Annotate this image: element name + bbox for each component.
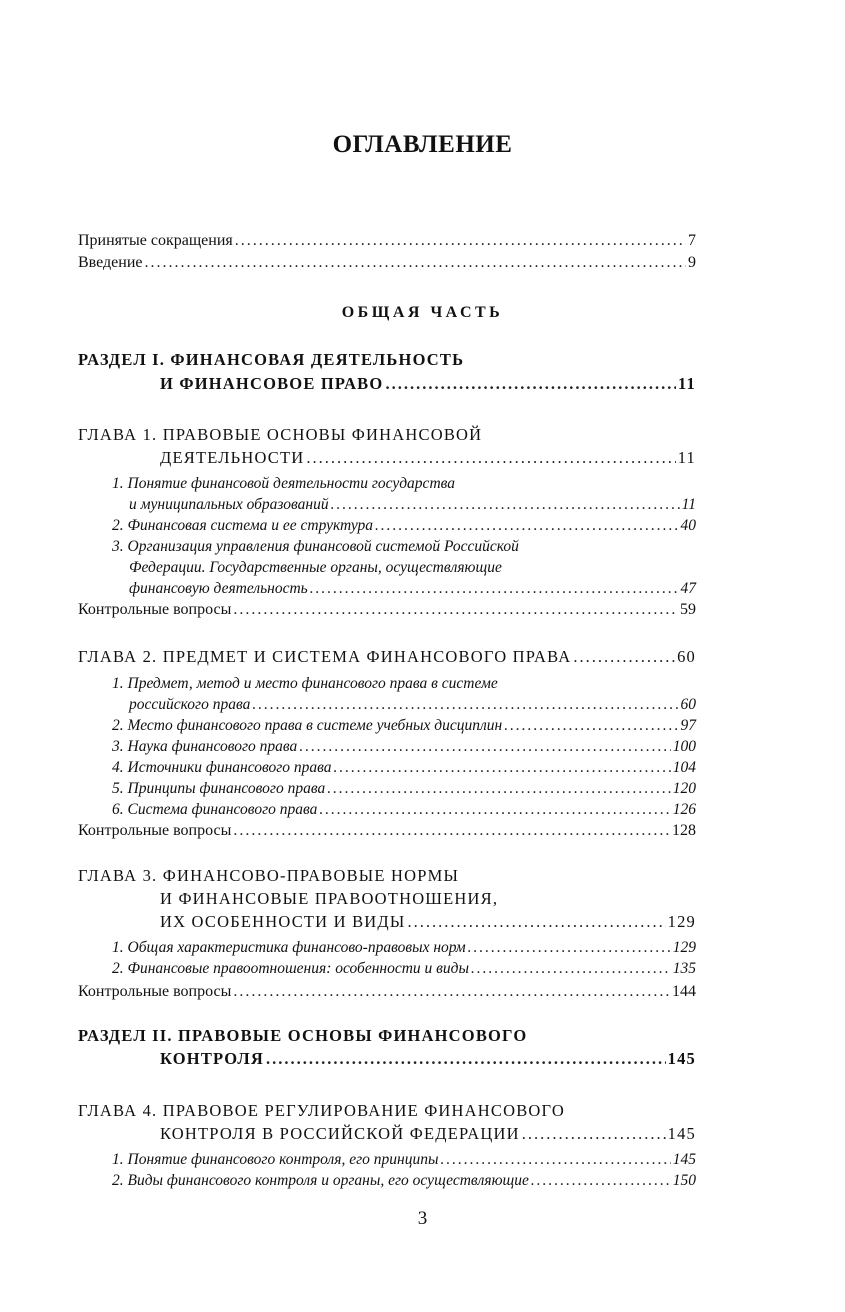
toc-entry-chapter-2[interactable]: ГЛАВА 2. ПРЕДМЕТ И СИСТЕМА ФИНАНСОВОГО ПРАВА ..... 60 — [78, 647, 696, 667]
part-heading: ОБЩАЯ ЧАСТЬ — [341, 304, 504, 321]
toc-entry-ch2-item-4[interactable]: 4. Источники финансового права ..... 104 — [112, 759, 696, 777]
toc-entry-ch2-item-2[interactable]: 2. Место финансового права в системе учебных дисциплин ..... 97 — [112, 717, 696, 735]
chapter-4-title[interactable]: ГЛАВА 4. ПРАВОВОЕ РЕГУЛИРОВАНИЕ ФИНАНСОВОГО — [78, 1101, 565, 1120]
toc-entry-section-1[interactable]: И ФИНАНСОВОЕ ПРАВО ..... 11 — [160, 374, 696, 394]
toc-entry-ch1-questions[interactable]: Контрольные вопросы ..... 59 — [78, 601, 696, 619]
page-number: 3 — [417, 1208, 428, 1229]
toc-entry-chapter-4[interactable]: КОНТРОЛЯ В РОССИЙСКОЙ ФЕДЕРАЦИИ ..... 145 — [160, 1124, 696, 1144]
chapter-3-title[interactable]: ГЛАВА 3. ФИНАНСОВО-ПРАВОВЫЕ НОРМЫ — [78, 866, 460, 885]
toc-entry-section-2[interactable]: КОНТРОЛЯ ..... 145 — [160, 1049, 696, 1069]
ch2-item-1-title[interactable]: 1. Предмет, метод и место финансового права в системе — [112, 675, 498, 692]
page-title: ОГЛАВЛЕНИЕ — [332, 131, 513, 158]
toc-entry-ch2-questions[interactable]: Контрольные вопросы ..... 128 — [78, 822, 696, 840]
section-1-title[interactable]: РАЗДЕЛ I. ФИНАНСОВАЯ ДЕЯТЕЛЬНОСТЬ — [78, 350, 465, 369]
ch1-item-1-title[interactable]: 1. Понятие финансовой деятельности государства — [112, 475, 456, 492]
toc-entry-ch4-item-1[interactable]: 1. Понятие финансового контроля, его принципы ..... 145 — [112, 1151, 696, 1169]
toc-entry-chapter-3[interactable]: ИХ ОСОБЕННОСТИ И ВИДЫ ..... 129 — [160, 912, 696, 932]
toc-entry-ch2-item-3[interactable]: 3. Наука финансового права ..... 100 — [112, 738, 696, 756]
chapter-1-title[interactable]: ГЛАВА 1. ПРАВОВЫЕ ОСНОВЫ ФИНАНСОВОЙ — [78, 425, 483, 444]
toc-entry-ch2-item-6[interactable]: 6. Система финансового права ..... 126 — [112, 801, 696, 819]
toc-entry-introduction[interactable]: Введение ..... 9 — [78, 254, 696, 272]
toc-entry-abbreviations[interactable]: Принятые сокращения ..... 7 — [78, 232, 696, 250]
chapter-3-title-cont[interactable]: И ФИНАНСОВЫЕ ПРАВООТНОШЕНИЯ, — [160, 889, 499, 908]
toc-entry-ch3-questions[interactable]: Контрольные вопросы ..... 144 — [78, 983, 696, 1001]
toc-entry-ch3-item-1[interactable]: 1. Общая характеристика финансово-правовых норм ..... 129 — [112, 939, 696, 957]
toc-entry-chapter-1[interactable]: ДЕЯТЕЛЬНОСТИ ..... 11 — [160, 448, 696, 468]
toc-entry-ch2-item-5[interactable]: 5. Принципы финансового права ..... 120 — [112, 780, 696, 798]
toc-entry-ch3-item-2[interactable]: 2. Финансовые правоотношения: особенности и виды ..... 135 — [112, 960, 696, 978]
toc-entry-ch2-item-1[interactable]: российского права ..... 60 — [129, 696, 696, 714]
ch1-item-3-title[interactable]: 3. Организация управления финансовой системой Российской — [112, 538, 519, 555]
section-2-title[interactable]: РАЗДЕЛ II. ПРАВОВЫЕ ОСНОВЫ ФИНАНСОВОГО — [78, 1026, 528, 1045]
toc-entry-ch4-item-2[interactable]: 2. Виды финансового контроля и органы, его осуществляющие ..... 150 — [112, 1172, 696, 1190]
ch1-item-3-title-cont[interactable]: Федерации. Государственные органы, осуществляющие — [129, 559, 502, 576]
toc-entry-ch1-item-3[interactable]: финансовую деятельность ..... 47 — [129, 580, 696, 598]
toc-entry-ch1-item-2[interactable]: 2. Финансовая система и ее структура ..... 40 — [112, 517, 696, 535]
toc-entry-ch1-item-1[interactable]: и муниципальных образований ..... 11 — [129, 496, 696, 514]
